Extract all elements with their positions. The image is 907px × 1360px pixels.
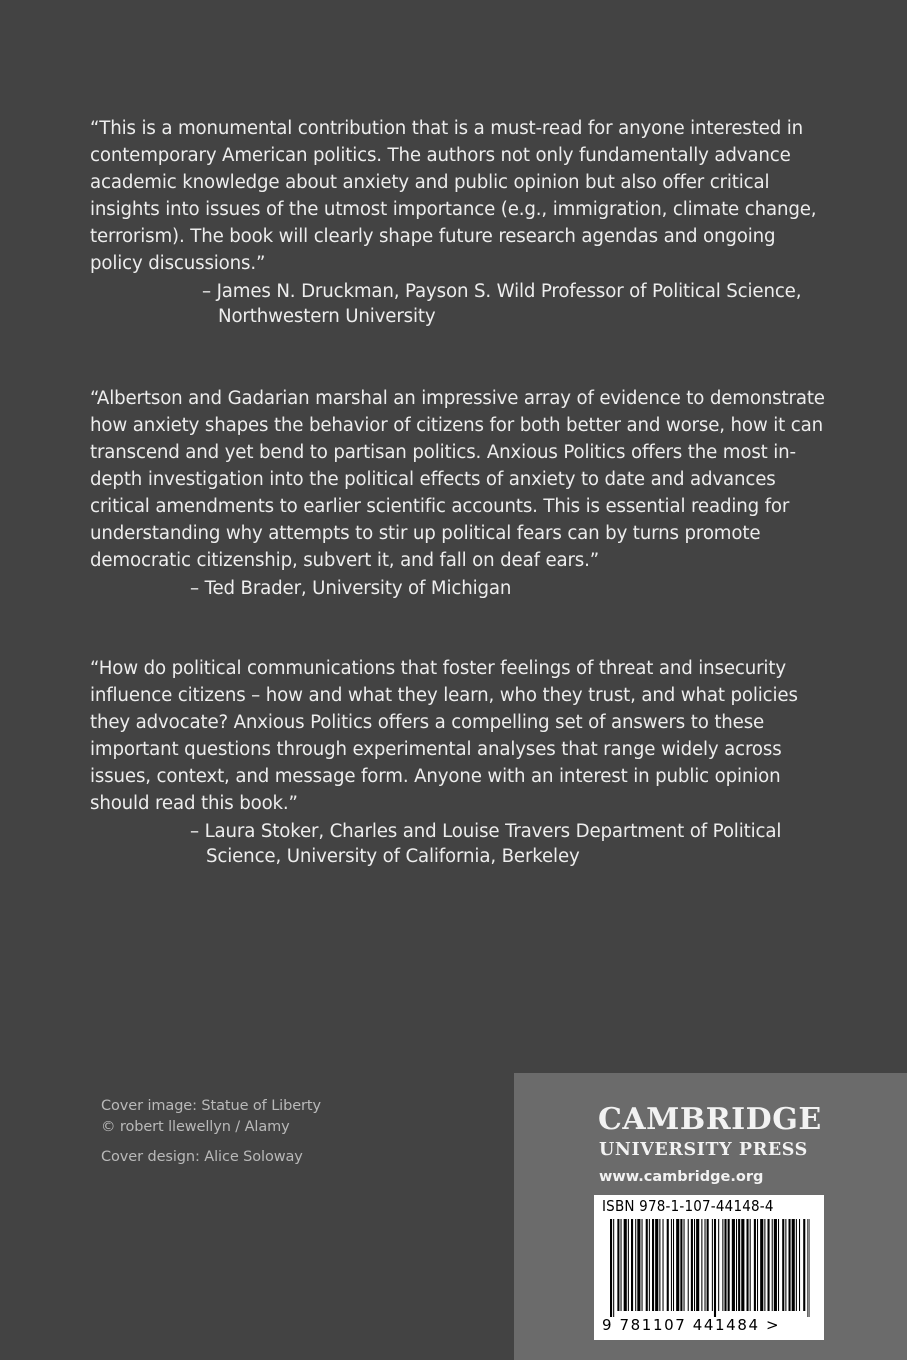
blurb-attribution bbox=[90, 279, 830, 329]
barcode-bar bbox=[631, 1219, 633, 1311]
barcode-bar bbox=[694, 1219, 695, 1311]
barcode-bar bbox=[760, 1219, 763, 1311]
barcode-bar bbox=[610, 1219, 612, 1317]
barcode-bar bbox=[778, 1219, 779, 1311]
barcode-bar bbox=[701, 1219, 702, 1311]
isbn-barcode bbox=[594, 1195, 824, 1340]
barcode-bar bbox=[635, 1219, 636, 1311]
barcode-bar bbox=[637, 1219, 640, 1311]
barcode-bar bbox=[757, 1219, 758, 1311]
barcode-bar bbox=[799, 1219, 800, 1311]
barcode-bar bbox=[655, 1219, 658, 1311]
attribution-line: Northwestern University bbox=[218, 306, 436, 327]
cover-image-credit: Cover image: Statue of Liberty bbox=[101, 1098, 321, 1114]
cover-credits bbox=[101, 1096, 321, 1168]
barcode-bar bbox=[691, 1219, 693, 1311]
barcode-bar bbox=[649, 1219, 650, 1311]
barcode-bar bbox=[796, 1219, 797, 1311]
barcode-bar bbox=[738, 1219, 740, 1311]
attribution-line: – Laura Stoker, Charles and Louise Travers Department of Political bbox=[190, 821, 782, 842]
barcode-bar bbox=[732, 1219, 735, 1311]
barcode-bar bbox=[688, 1219, 689, 1311]
barcode-bar bbox=[810, 1219, 811, 1317]
blurb-stoker bbox=[90, 655, 830, 869]
isbn-label: ISBN 978-1-107-44148-4 bbox=[602, 1197, 774, 1215]
attribution-line: – Ted Brader, University of Michigan bbox=[190, 578, 512, 599]
publisher-panel bbox=[514, 1073, 907, 1360]
barcode-bar bbox=[684, 1219, 685, 1311]
barcode-bar bbox=[728, 1219, 730, 1311]
barcode-bar bbox=[768, 1219, 770, 1311]
blurb-attribution bbox=[90, 576, 830, 601]
barcode-bar bbox=[617, 1219, 619, 1311]
barcode-bar bbox=[676, 1219, 679, 1311]
blurb-quote: “Albertson and Gadarian marshal an impressive array of evidence to demonstrate how anxiety shapes the behavior of citizens for both better and worse, how it can transcend and yet bend to partisan politics. Anxious Politics offers the most in-depth investigation into the political effects of anxiety to date and advances critical amendments to earlier scientific accounts. This is essential reading for understanding why attempts to stir up political fears can by turns promote democratic citizenship, subvert it, and fall on deaf ears.” bbox=[90, 388, 825, 571]
barcode-bar bbox=[673, 1219, 674, 1311]
barcode-bar bbox=[663, 1219, 664, 1311]
barcode-bar bbox=[646, 1219, 648, 1311]
barcode-bar bbox=[696, 1219, 699, 1311]
attribution-line: – James N. Druckman, Payson S. Wild Professor of Political Science, bbox=[202, 281, 802, 302]
barcode-bar bbox=[613, 1219, 614, 1317]
barcode-bar bbox=[741, 1219, 744, 1311]
barcode-bar bbox=[659, 1219, 660, 1311]
barcode-bar bbox=[628, 1219, 629, 1311]
blurb-druckman bbox=[90, 115, 830, 329]
barcode-bar bbox=[772, 1219, 773, 1311]
barcode-bar bbox=[747, 1219, 749, 1311]
barcode-bar bbox=[705, 1219, 706, 1311]
barcode-bar bbox=[652, 1219, 654, 1311]
blurb-brader bbox=[90, 385, 830, 601]
barcode-bar bbox=[750, 1219, 751, 1311]
blurb-attribution bbox=[90, 819, 830, 869]
barcode-digits: 9 781107 441484 > bbox=[602, 1316, 781, 1334]
barcode-bar bbox=[736, 1219, 737, 1311]
copyright-credit: © robert llewellyn / Alamy bbox=[101, 1119, 290, 1135]
barcode-bar bbox=[774, 1219, 777, 1311]
barcode-bar bbox=[714, 1219, 716, 1317]
barcode-bar bbox=[789, 1219, 791, 1311]
barcode-bar bbox=[718, 1219, 719, 1311]
barcode-bar bbox=[754, 1219, 756, 1311]
barcode-bar bbox=[671, 1219, 672, 1311]
barcode-bar bbox=[785, 1219, 786, 1311]
publisher-url: www.cambridge.org bbox=[599, 1169, 764, 1185]
blurb-quote: “This is a monumental contribution that is a must-read for anyone interested in contemporary American politics. The authors not only fundamentally advance academic knowledge about anxiety and public opinion but also offer critical insights into issues of the utmost importance (e.g., immigration, climate change, terrorism). The book will clearly shape future research agendas and ongoing policy discussions.” bbox=[90, 118, 817, 274]
barcode-bar bbox=[667, 1219, 669, 1311]
barcode-bar bbox=[724, 1219, 726, 1311]
attribution-line: Science, University of California, Berkeley bbox=[206, 846, 580, 867]
cover-design-credit: Cover design: Alice Soloway bbox=[101, 1149, 303, 1165]
barcode-bar bbox=[722, 1219, 723, 1311]
publisher-subname: UNIVERSITY PRESS bbox=[599, 1140, 808, 1160]
barcode-bar bbox=[807, 1219, 808, 1317]
barcode-bar bbox=[712, 1219, 713, 1311]
barcode-bar bbox=[680, 1219, 682, 1311]
barcode-bar bbox=[624, 1219, 627, 1311]
barcode-bars bbox=[610, 1219, 810, 1317]
barcode-bar bbox=[792, 1219, 795, 1311]
barcode-bar bbox=[707, 1219, 709, 1311]
barcode-bar bbox=[642, 1219, 643, 1311]
barcode-bar bbox=[764, 1219, 765, 1311]
barcode-bar bbox=[621, 1219, 622, 1311]
publisher-name: CAMBRIDGE bbox=[598, 1102, 822, 1137]
barcode-bar bbox=[782, 1219, 784, 1311]
barcode-bar bbox=[803, 1219, 805, 1311]
blurb-quote: “How do political communications that foster feelings of threat and insecurity influence citizens – how and what they learn, who they trust, and what policies they advocate? Anxious Politics offers a compelling set of answers to these important questions through experimental analyses that range widely across issues, context, and message form. Anyone with an interest in public opinion should read this book.” bbox=[90, 658, 798, 814]
